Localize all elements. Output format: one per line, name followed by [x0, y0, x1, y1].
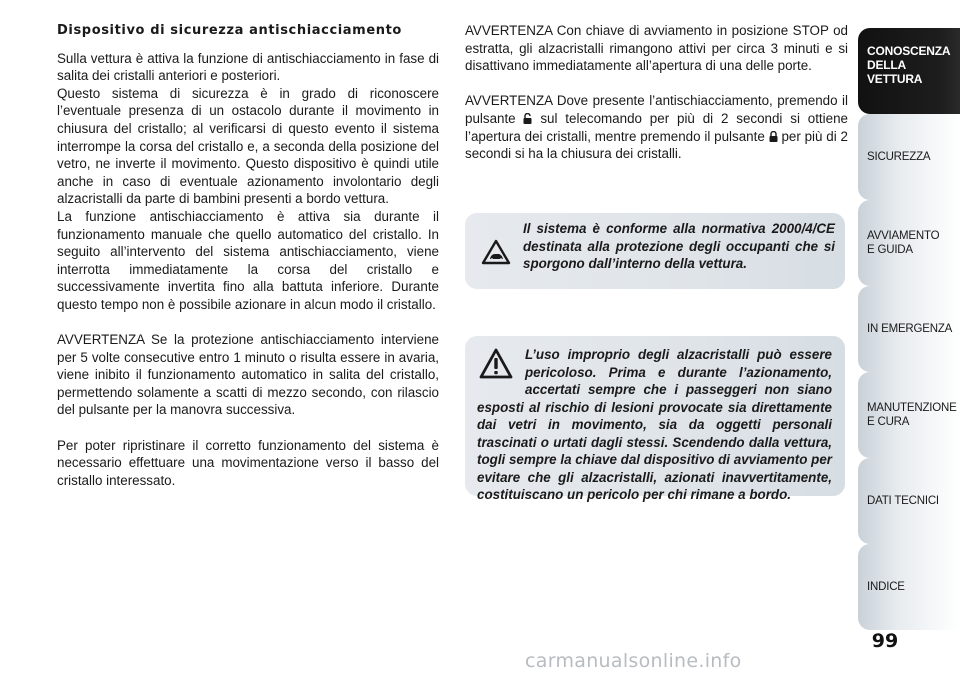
- paragraph-remote: [465, 92, 848, 162]
- warning-box: [465, 336, 845, 502]
- right-column: [465, 22, 848, 163]
- warning-box-text: L’uso improprio degli alzacristalli può essere pericoloso. Prima e durante l’azionamento, accertati sempre che i passeggeri non siano esposti al rischio di lesioni provocate sia direttamente dai vetri in movimento, sia da oggetti personali trascinati o urtati dagli stessi. Scendendo dalla vettura, togli sempre la chiave dal dispositivo di avviamento per evitare che gli alzacristalli, azionati inavvertitamente, costituiscano un pericolo per chi rimane a bordo.: [477, 347, 832, 502]
- paragraph-system: Questo sistema di sicurezza è in grado di riconoscere l’eventuale presenza di un ostacolo durante il movimento in chiusura del cristallo; al verificarsi di questo evento il sistema interrompe la corsa del cristallo e, a seconda della posizione del vetro, ne inverte il movimento. Questo dispositivo è quindi utile anche in caso di eventuale azionamento involontario degli alzacristalli da parte di bambini presenti a bordo vettura.: [57, 85, 439, 207]
- paragraph-stop-key: AVVERTENZA Con chiave di avviamento in posizione STOP od estratta, gli alzacristalli rimangono attivi per circa 3 minuti e si disattivano immediatamente all’apertura di una delle porte.: [465, 23, 848, 74]
- note-box-text: Il sistema è conforme alla normativa 2000/4/CE destinata alla protezione degli occupanti che si sporgono dall’interno della vettura.: [523, 221, 835, 271]
- tab-avviamento-e-guida[interactable]: AVVIAMENTO E GUIDA: [858, 200, 960, 286]
- tab-dati-tecnici[interactable]: DATI TECNICI: [858, 458, 960, 544]
- tab-conoscenza-della-vettura[interactable]: CONOSCENZA DELLA VETTURA: [858, 28, 960, 114]
- left-column: [57, 22, 439, 489]
- paragraph-function: La funzione antischiacciamento è attiva sia durante il funzionamento manuale che quello automatico del cristallo. In seguito all’intervento del sistema antischiacciamento, viene interrotta immediatamente la corsa del cristallo e successivamente invertita fino alla battuta inferiore. Durante questo tempo non è possibile azionare in alcun modo il cristallo.: [57, 208, 439, 312]
- watermark: carmanualsonline.info: [525, 650, 742, 672]
- paragraph-intro: Sulla vettura è attiva la funzione di antischiacciamento in fase di salita dei cristalli anteriori e posteriori.: [57, 50, 439, 84]
- paragraph-warning-failure: AVVERTENZA Se la protezione antischiacciamento interviene per 5 volte consecutive entro 1 minuto o risulta essere in avaria, viene inibito il funzionamento automatico in salita del cristallo, permettendo solamente a scatti di mezzo secondo, con rilascio del pulsante per la manovra successiva.: [57, 332, 439, 418]
- paragraph-remote-part2: sul telecomando per più di 2 secondi si ottiene l’apertura dei cristalli, mentre premendo il pulsante: [465, 110, 848, 144]
- note-box: [465, 213, 845, 289]
- paragraph-reset: Per poter ripristinare il corretto funzionamento del sistema è necessario effettuare una movimentazione verso il basso del cristallo interessato.: [57, 437, 439, 488]
- page-number: 99: [871, 630, 899, 652]
- tab-in-emergenza[interactable]: IN EMERGENZA: [858, 286, 960, 372]
- paragraph-remote-part1: AVVERTENZA Dove presente l’antischiacciamento, premendo il pulsante: [465, 93, 848, 126]
- section-heading: Dispositivo di sicurezza antischiacciamento: [57, 23, 402, 38]
- paragraph-remote-part3: per più di 2 secondi si ha la chiusura dei cristalli.: [465, 128, 848, 162]
- tab-sicurezza[interactable]: SICUREZZA: [858, 114, 960, 200]
- tab-manutenzione-e-cura[interactable]: MANUTENZIONE E CURA: [858, 372, 960, 458]
- tab-indice[interactable]: INDICE: [858, 544, 960, 630]
- lock-icon: [769, 131, 778, 142]
- chapter-sidebar: [858, 28, 960, 630]
- car-window-note-icon: [481, 239, 511, 265]
- unlock-icon: [523, 113, 532, 124]
